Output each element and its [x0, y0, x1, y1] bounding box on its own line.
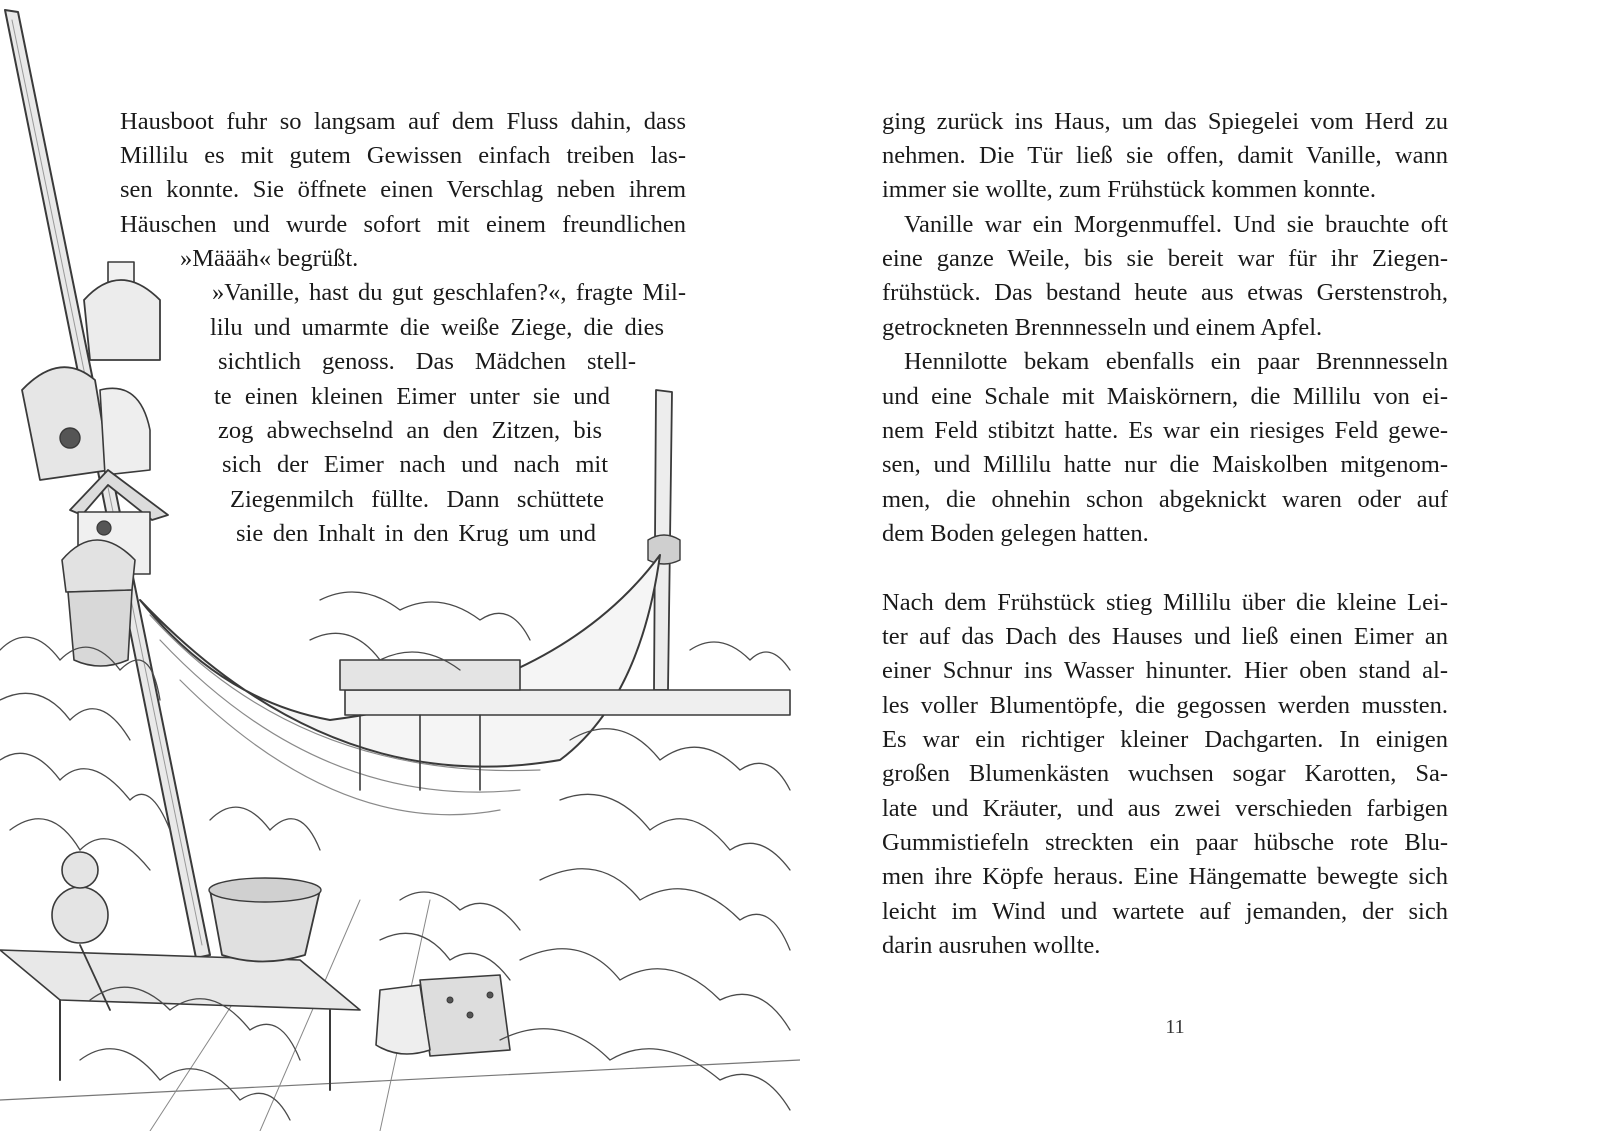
right-text-line: Vanille war ein Morgenmuffel. Und sie brauchte oft — [904, 211, 1448, 238]
left-text-line: »Määäh« begrüßt. — [180, 245, 359, 272]
right-text-line: Hennilotte bekam ebenfalls ein paar Brennnesseln — [904, 348, 1448, 375]
right-text-line: ter auf das Dach des Hauses und ließ einen Eimer an — [882, 623, 1448, 650]
right-text-line: les voller Blumentöpfe, die gegossen werden mussten. — [882, 692, 1448, 719]
left-text-line: Häuschen und wurde sofort mit einem freundlichen — [120, 211, 686, 238]
right-text-line: nehmen. Die Tür ließ sie offen, damit Vanille, wann — [882, 142, 1448, 169]
right-text-line: und eine Schale mit Maiskörnern, die Millilu von ei- — [882, 383, 1448, 410]
left-text-line: Millilu es mit gutem Gewissen einfach treiben las- — [120, 142, 686, 169]
right-text-line: immer sie wollte, zum Frühstück kommen konnte. — [882, 176, 1377, 203]
right-text-line: late und Kräuter, und aus zwei verschieden farbigen — [882, 795, 1448, 822]
left-text-line: zog abwechselnd an den Zitzen, bis — [218, 417, 602, 444]
right-text-line: getrockneten Brennnesseln und einem Apfel. — [882, 314, 1323, 341]
right-text-line: Es war ein richtiger kleiner Dachgarten. In einigen — [882, 726, 1448, 753]
left-text-line: »Vanille, hast du gut geschlafen?«, fragte Mil- — [212, 279, 686, 306]
right-text-line: dem Boden gelegen hatten. — [882, 520, 1149, 547]
right-text-line: einer Schnur ins Wasser hinunter. Hier oben stand al- — [882, 657, 1448, 684]
left-text-line: Hausboot fuhr so langsam auf dem Fluss dahin, dass — [120, 108, 686, 135]
right-text-line: nem Feld stibitzt hatte. Es war ein riesiges Feld gewe- — [882, 417, 1448, 444]
page-number: 11 — [1165, 1016, 1185, 1038]
left-text-line: te einen kleinen Eimer unter sie und — [214, 383, 610, 410]
right-text-line: darin ausruhen wollte. — [882, 932, 1101, 959]
right-text-line: leicht im Wind und wartete auf jemanden, der sich — [882, 898, 1448, 925]
right-text-line: men ihre Köpfe heraus. Eine Hängematte bewegte sich — [882, 863, 1448, 890]
left-text-line: Ziegenmilch füllte. Dann schüttete — [230, 486, 604, 513]
left-text-line: sen konnte. Sie öffnete einen Verschlag neben ihrem — [120, 176, 686, 203]
left-text-line: sich der Eimer nach und nach mit — [222, 451, 608, 478]
left-text-line: lilu und umarmte die weiße Ziege, die dies — [210, 314, 664, 341]
right-text-line: Nach dem Frühstück stieg Millilu über die kleine Lei- — [882, 589, 1448, 616]
right-text-line: frühstück. Das bestand heute aus etwas Gerstenstroh, — [882, 279, 1448, 306]
left-text-line: sie den Inhalt in den Krug um und — [236, 520, 596, 547]
left-text-line: sichtlich genoss. Das Mädchen stell- — [218, 348, 636, 375]
right-text-line: men, die ohnehin schon abgeknickt waren oder auf — [882, 486, 1448, 513]
right-text-line: großen Blumenkästen wuchsen sogar Karotten, Sa- — [882, 760, 1448, 787]
right-text-line: Gummistiefeln streckten ein paar hübsche rote Blu- — [882, 829, 1448, 856]
right-text-line: sen, und Millilu hatte nur die Maiskolben mitgenom- — [882, 451, 1448, 478]
right-text-line: ging zurück ins Haus, um das Spiegelei vom Herd zu — [882, 108, 1448, 135]
right-text-line: eine ganze Weile, bis sie bereit war für ihr Ziegen- — [882, 245, 1448, 272]
